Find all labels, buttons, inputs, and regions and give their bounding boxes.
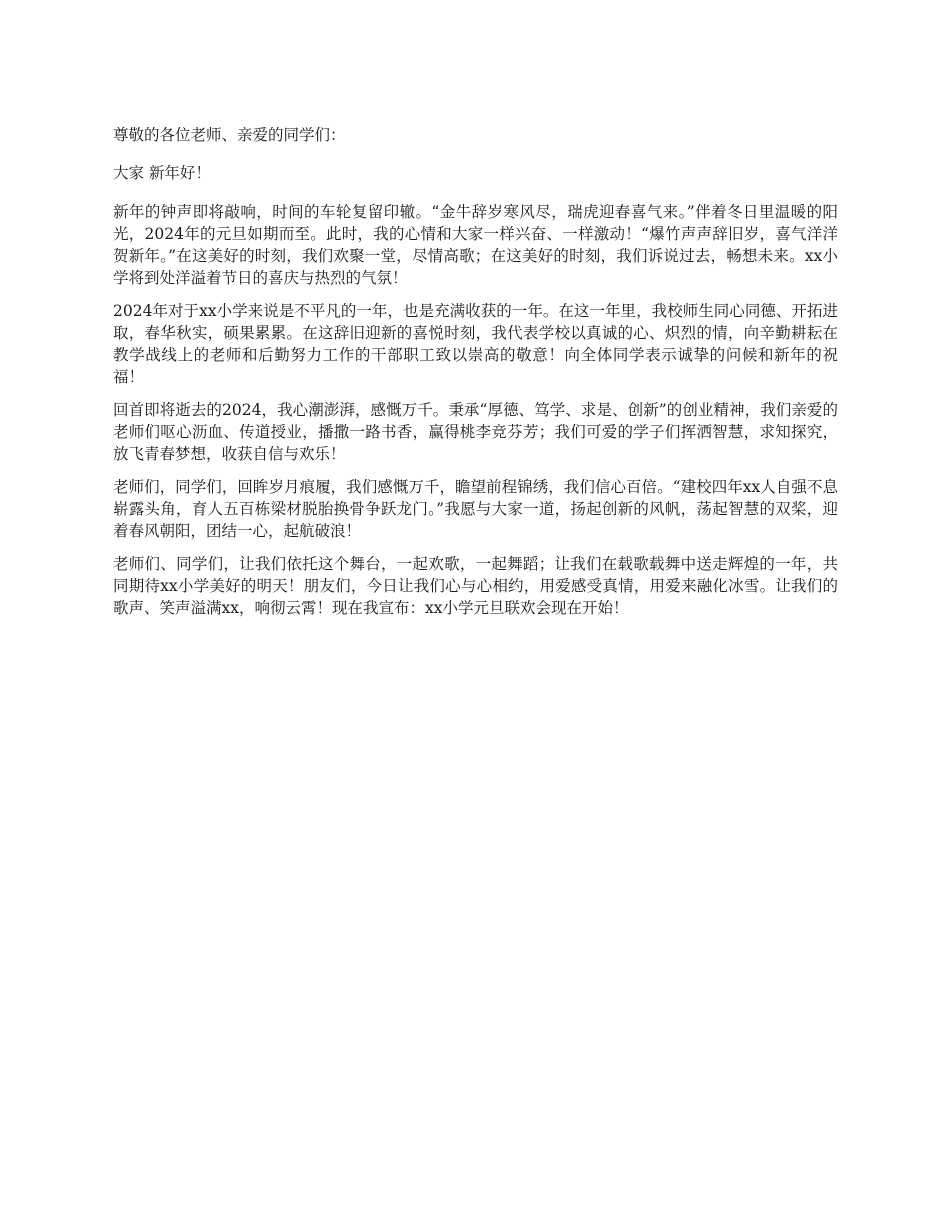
salutation: 尊敬的各位老师、亲爱的同学们： [113,126,346,144]
paragraph-3: 回首即将逝去的2024，我心潮澎湃，感慨万千。秉承“厚德、笃学、求是、创新”的创业精神，我们亲爱的老师们呕心沥血、传道授业，播撒一路书香，赢得桃李竞芬芳；我们可爱的学子们挥洒智慧，求知探究，放飞青春梦想，收获自信与欢乐！ [113,401,838,463]
paragraph-2: 2024年对于xx小学来说是不平凡的一年，也是充满收获的一年。在这一年里，我校师生同心同德、开拓进取，春华秋实，硕果累累。在这辞旧迎新的喜悦时刻，我代表学校以真诚的心、炽烈的情，向辛勤耕耘在教学战线上的老师和后勤努力工作的干部职工致以崇高的敬意！向全体同学表示诚挚的问候和新年的祝福！ [113,302,838,386]
greeting: 大家 新年好！ [113,164,211,182]
paragraph-1: 新年的钟声即将敲响，时间的车轮复留印辙。“金牛辞岁寒风尽，瑞虎迎春喜气来。”伴着冬日里温暖的阳光，2024年的元旦如期而至。此时，我的心情和大家一样兴奋、一样激动！“爆竹声声辞旧岁，喜气洋洋贺新年。”在这美好的时刻，我们欢聚一堂，尽情高歌；在这美好的时刻，我们诉说过去，畅想未来。xx小学将到处洋溢着节日的喜庆与热烈的气氛！ [113,203,838,287]
document-body [113,124,838,630]
paragraph-4: 老师们，同学们，回眸岁月痕履，我们感慨万千，瞻望前程锦绣，我们信心百倍。“建校四年xx人自强不息崭露头角，育人五百栋梁材脱胎换骨争跃龙门。”我愿与大家一道，扬起创新的风帆，荡起智慧的双桨，迎着春风朝阳，团结一心，起航破浪！ [113,478,838,540]
paragraph-5: 老师们、同学们，让我们依托这个舞台，一起欢歌，一起舞蹈；让我们在载歌载舞中送走辉煌的一年，共同期待xx小学美好的明天！朋友们，今日让我们心与心相约，用爱感受真情，用爱来融化冰雪。让我们的歌声、笑声溢满xx，响彻云霄！现在我宣布：xx小学元旦联欢会现在开始！ [113,555,838,617]
